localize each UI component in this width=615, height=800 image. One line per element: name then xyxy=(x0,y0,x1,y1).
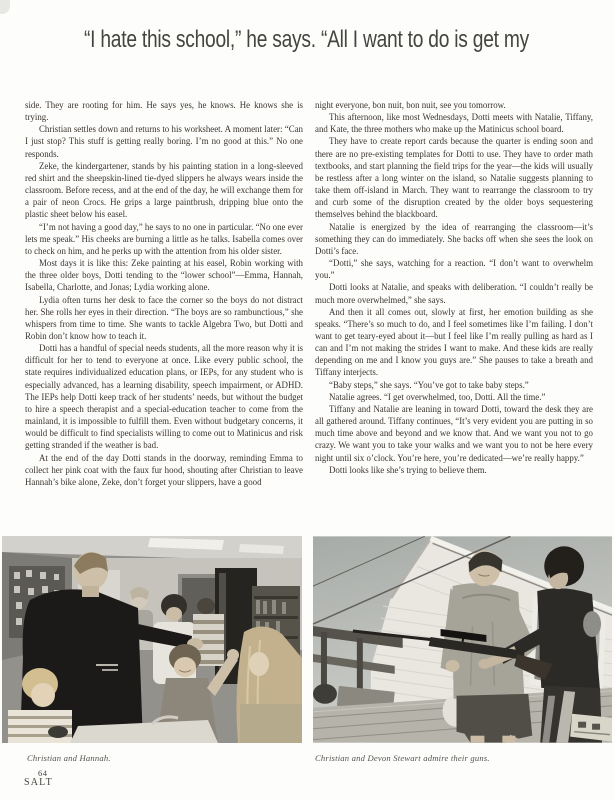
boys-with-rifle-illustration xyxy=(313,536,612,743)
paragraph: Dotti looks like she’s trying to believe them. xyxy=(329,464,487,475)
classroom-photo xyxy=(2,536,302,743)
paragraph: Dotti has a handful of special needs students, all the more reason why it is difficult for her to tend to everyone at once. Like every public school, the state requires individualized education plans, or IEPs, for any student who is especially advanced, has a learning disability, speech impairment, or ADHD. The IEPs help Dotti keep track of her students’ needs, but without the budget to hire a speech therapist and a special-education teacher to come from the mainland, it is impossible to fulfill them. Even without budgetary concerns, it would be difficult to find specialists willing to come out to Matinicus and risk getting stranded if the weather is bad. xyxy=(25,343,303,451)
paragraph: They have to create report cards because the quarter is ending soon and there are no pre-existing templates for Dotti to use. They have to order math textbooks, and start planning the field trips for the year—the kids will usually be restless after a long winter on the island, so Natalie suggests planning to take them off-island in March. They want to rearrange the classroom to try and curb some of the disruption created by the older boys sequestering themselves behind the blackboard. xyxy=(315,136,593,220)
classroom-photo-illustration xyxy=(2,536,302,743)
paragraph: “Baby steps,” she says. “You’ve got to take baby steps.” xyxy=(329,379,529,390)
paragraph: Tiffany and Natalie are leaning in toward Dotti, toward the desk they are all gathered around. Tiffany continues, “It’s very evident you are putting in so much time above and beyond and we know that. And we want you not to go crazy. We want you to take your walks and we want you to not be here every night until six o’clock. You’re here, you’re dedicated—we’re really happy.” xyxy=(315,403,593,463)
right-column xyxy=(315,99,593,537)
boys-with-rifle-photo xyxy=(313,536,612,743)
paragraph: And then it all comes out, slowly at first, her emotion building as she speaks. “There’s so much to do, and I feel sometimes like I’m failing. I don’t want to get teary-eyed about it—but I feel like I’m really pulling as hard as I can and I’m not making the strides I want to make. And these kids are really depending on me and I know you guys are.” She pauses to take a breath and Tiffany interjects. xyxy=(315,306,593,378)
paragraph: Natalie agrees. “I get overwhelmed, too, Dotti. All the time.” xyxy=(329,391,546,402)
paragraph: This afternoon, like most Wednesdays, Dotti meets with Natalie, Tiffany, and Kate, the three mothers who make up the Matinicus school board. xyxy=(315,112,593,135)
paragraph: Lydia often turns her desk to face the corner so the boys do not distract her. She rolls her eyes in their direction. “The boys are so rambunctious,” she whispers from time to time. She wants to tackle Algebra Two, but Dotti and Robin don’t know how to teach it. xyxy=(25,294,303,341)
page-number: 64 xyxy=(38,768,48,778)
photo-caption-left: Christian and Hannah. xyxy=(27,753,111,763)
paragraph: At the end of the day Dotti stands in the doorway, reminding Emma to collect her pink coat with the faux fur hood, shouting after Christian to leave Hannah’s bike alone, Zeke, don’t forget your slippers, have a good xyxy=(25,452,303,487)
paragraph: side. They are rooting for him. He says yes, he knows. He knows she is trying. xyxy=(25,100,303,123)
pull-quote-headline: “I hate this school,” he says. “All I want to do is get my xyxy=(84,26,529,53)
paragraph: Christian settles down and returns to his worksheet. A moment later: “Can I just stop? This stuff is getting really boring. I’m no good at this.” No one responds. xyxy=(25,124,303,159)
paragraph: “I’m not having a good day,” he says to no one in particular. “No one ever lets me speak.” His cheeks are burning a little as he talks. Isabella comes over to check on him, and he perks up with the attention from his older sister. xyxy=(25,221,303,256)
magazine-name: SALT xyxy=(24,777,53,788)
paragraph: night everyone, bon nuit, bon nuit, see you tomorrow. xyxy=(315,100,506,110)
article-body xyxy=(25,99,593,537)
paragraph: “Dotti,” she says, watching for a reaction. “I don’t want to overwhelm you.” xyxy=(315,258,593,281)
left-column xyxy=(25,99,303,537)
paragraph: Natalie is energized by the idea of rearranging the classroom—it’s something they can do immediately. She backs off when she sees the look on Dotti’s face. xyxy=(315,221,593,256)
paragraph: Most days it is like this: Zeke painting at his easel, Robin working with the three older boys, Dotti tending to the “lower school”—Emma, Hannah, Isabella, Charlotte, and Jonas; Lydia working alone. xyxy=(25,258,303,293)
photo-caption-right: Christian and Devon Stewart admire their guns. xyxy=(315,753,490,763)
paragraph: Dotti looks at Natalie, and speaks with deliberation. “I couldn’t really be much more overwhelmed,” she says. xyxy=(315,282,593,305)
scan-corner-smudge xyxy=(0,0,10,14)
paragraph: Zeke, the kindergartener, stands by his painting station in a long-sleeved red shirt and the sheepskin-lined tie-dyed slippers he always wears inside the classroom. Before recess, and at the end of the day, he will exchange them for a pair of neon Crocs. He grips a large paintbrush, dripping blue onto the plastic sheet below his easel. xyxy=(25,160,303,220)
